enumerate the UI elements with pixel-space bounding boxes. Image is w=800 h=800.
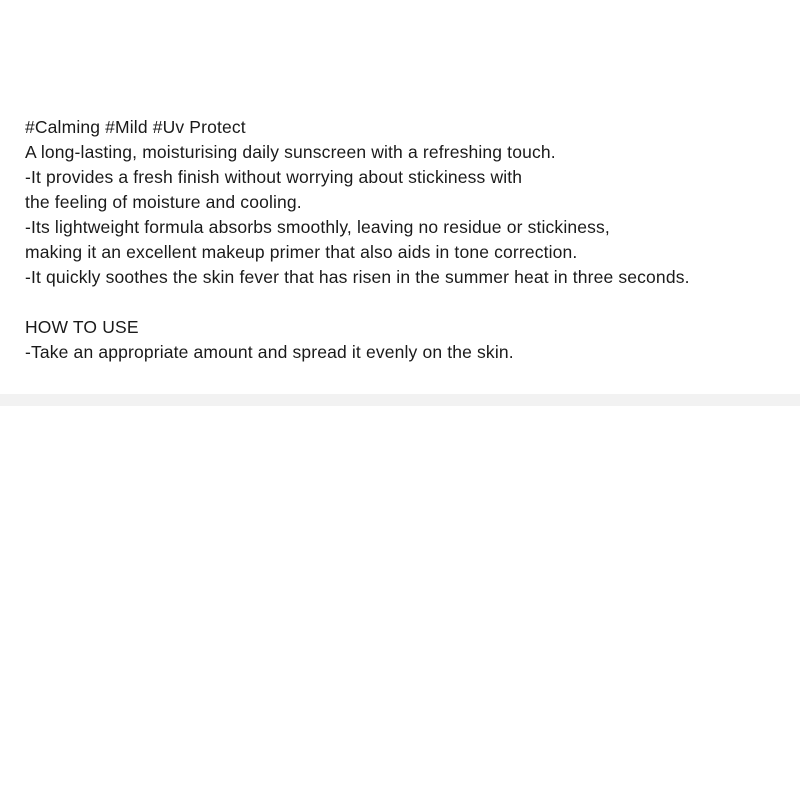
intro-text: A long-lasting, moisturising daily sunscreen with a refreshing touch. (25, 142, 556, 162)
point-2-line-1: -Its lightweight formula absorbs smoothly, leaving no residue or stickiness, (25, 217, 610, 237)
point-3: -It quickly soothes the skin fever that has risen in the summer heat in three seconds. (25, 267, 690, 287)
how-to-use-step-1: -Take an appropriate amount and spread it evenly on the skin. (25, 342, 514, 362)
point-2-line-2: making it an excellent makeup primer that also aids in tone correction. (25, 242, 578, 262)
section-divider (0, 394, 800, 406)
product-description (25, 115, 795, 365)
hashtags: #Calming #Mild #Uv Protect (25, 117, 246, 137)
point-1-line-2: the feeling of moisture and cooling. (25, 192, 302, 212)
paragraph-spacer (25, 290, 795, 315)
how-to-use-heading: HOW TO USE (25, 317, 139, 337)
point-1-line-1: -It provides a fresh finish without worrying about stickiness with (25, 167, 523, 187)
